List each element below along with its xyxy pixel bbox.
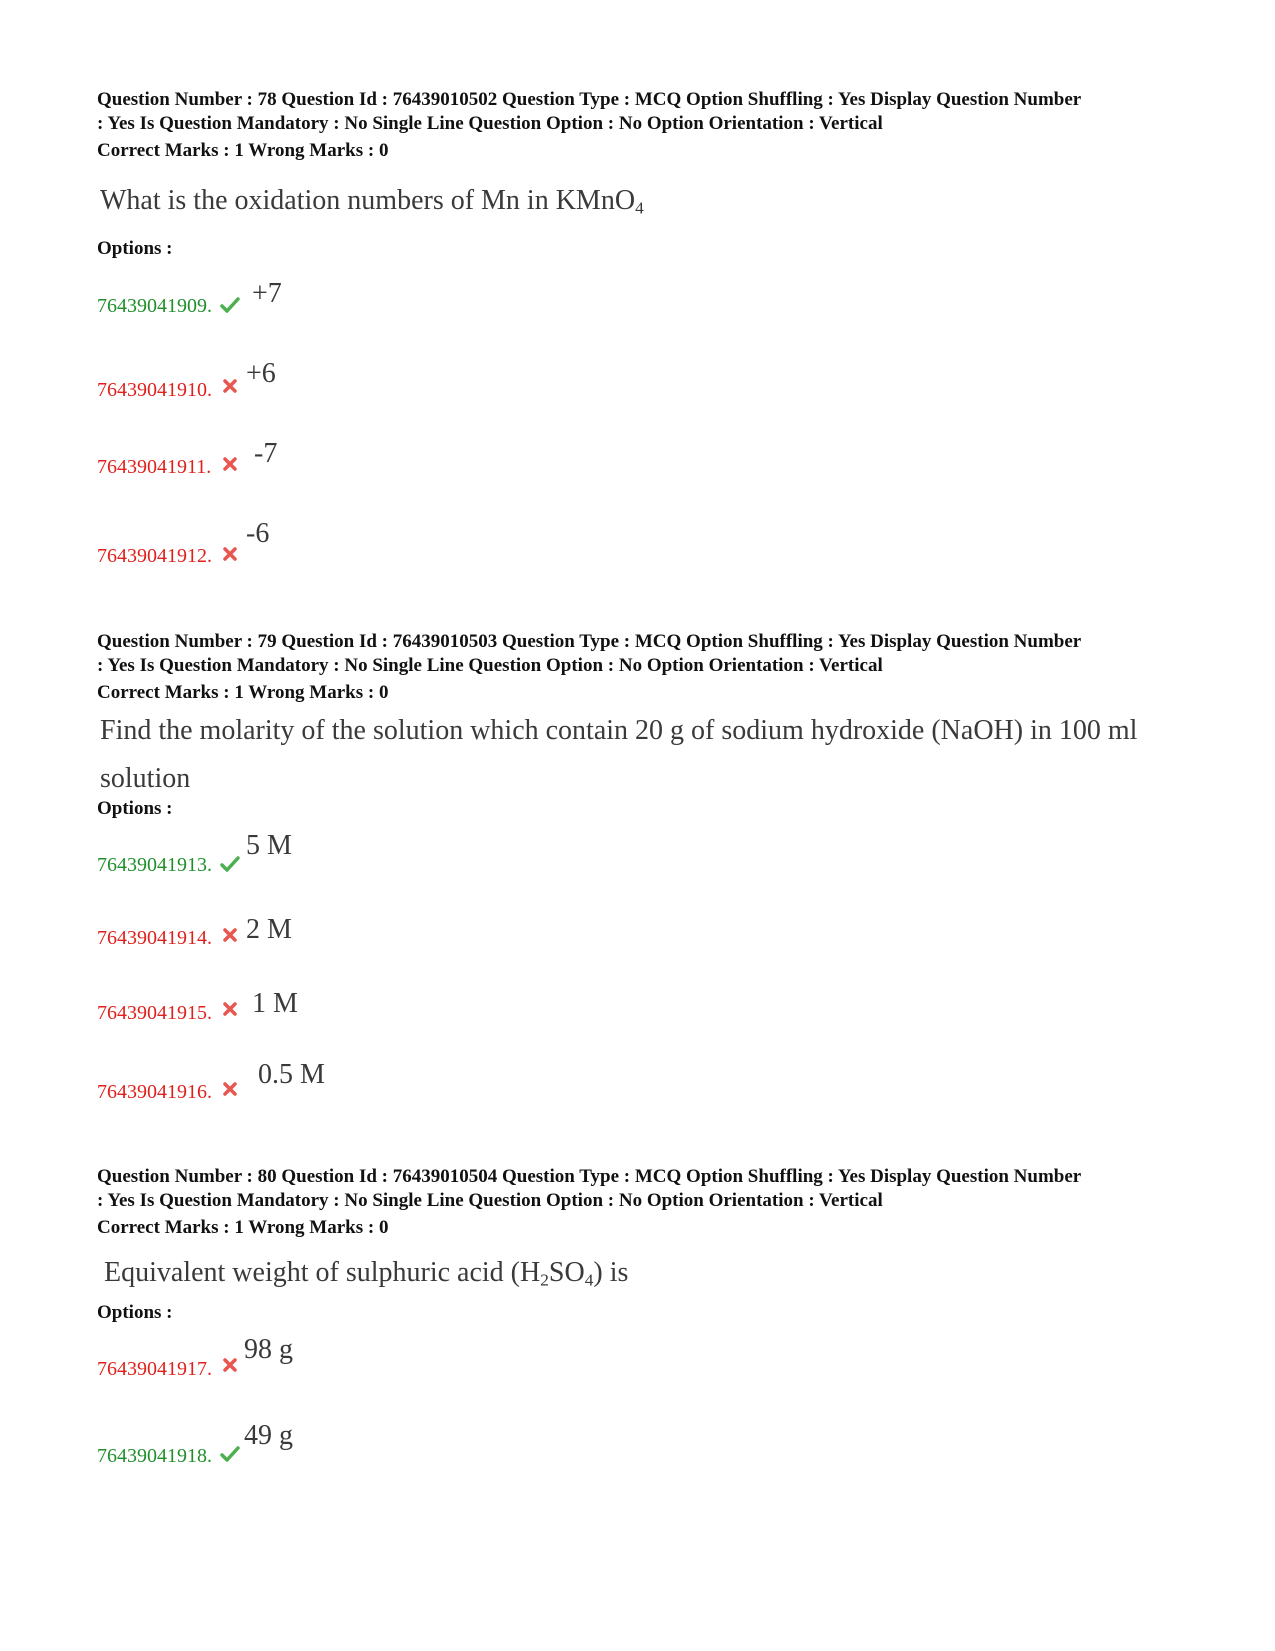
question-meta-line: : Yes Is Question Mandatory : No Single Line Question Option : No Option Orientation : Vertical <box>97 655 883 676</box>
cross-icon <box>220 1356 240 1374</box>
marks-info: Correct Marks : 1 Wrong Marks : 0 <box>97 682 389 703</box>
question-text-line: solution <box>100 763 191 794</box>
question-text: Equivalent weight of sulphuric acid $(H_2SO_4)$ is <box>104 1257 629 1290</box>
option-value: 98 g <box>244 1334 293 1365</box>
options-label: Options : <box>97 1302 173 1323</box>
option-id: 76439041917. <box>97 1358 212 1380</box>
option-id: 76439041913. <box>97 854 212 876</box>
cross-icon <box>220 1080 240 1098</box>
cross-icon <box>220 377 240 395</box>
question-meta-line: : Yes Is Question Mandatory : No Single Line Question Option : No Option Orientation : Vertical <box>97 1190 883 1211</box>
option-value: 0.5 M <box>258 1059 325 1090</box>
option-value: -7 <box>254 438 278 469</box>
cross-icon <box>220 926 240 944</box>
cross-icon <box>220 455 240 473</box>
question-meta-line: : Yes Is Question Mandatory : No Single Line Question Option : No Option Orientation : Vertical <box>97 113 883 134</box>
check-icon <box>220 296 240 314</box>
question-text <box>100 706 1137 804</box>
option-id: 76439041909. <box>97 295 212 317</box>
cross-icon <box>220 1000 240 1018</box>
question-meta-line: Question Number : 78 Question Id : 76439010502 Question Type : MCQ Option Shuffling : Yes Display Question Number <box>97 89 1082 110</box>
cross-icon <box>220 545 240 563</box>
question-text-line: Find the molarity of the solution which contain 20 g of sodium hydroxide (NaOH) in 100 ml <box>100 715 1138 746</box>
question-meta-line: Question Number : 80 Question Id : 76439010504 Question Type : MCQ Option Shuffling : Yes Display Question Number <box>97 1166 1082 1187</box>
option-value: +7 <box>252 278 282 309</box>
option-value: -6 <box>246 518 270 549</box>
question-header <box>97 1165 1197 1213</box>
option-value: 49 g <box>244 1420 293 1451</box>
option-id: 76439041914. <box>97 927 212 949</box>
check-icon <box>220 855 240 873</box>
option-value: 2 M <box>246 914 292 945</box>
option-id: 76439041915. <box>97 1002 212 1024</box>
question-text: What is the oxidation numbers of Mn in KMnO$_4$ <box>100 185 644 218</box>
check-icon <box>220 1445 240 1463</box>
option-id: 76439041911. <box>97 456 212 478</box>
options-label: Options : <box>97 238 173 259</box>
option-value: 5 M <box>246 830 292 861</box>
marks-info: Correct Marks : 1 Wrong Marks : 0 <box>97 140 389 161</box>
options-label: Options : <box>97 798 173 819</box>
option-id: 76439041918. <box>97 1445 212 1467</box>
marks-info: Correct Marks : 1 Wrong Marks : 0 <box>97 1217 389 1238</box>
question-header <box>97 630 1197 678</box>
option-id: 76439041912. <box>97 545 212 567</box>
question-header <box>97 88 1197 136</box>
option-value: +6 <box>246 358 276 389</box>
option-id: 76439041910. <box>97 379 212 401</box>
option-id: 76439041916. <box>97 1081 212 1103</box>
question-meta-line: Question Number : 79 Question Id : 76439010503 Question Type : MCQ Option Shuffling : Yes Display Question Number <box>97 631 1082 652</box>
option-value: 1 M <box>252 988 298 1019</box>
